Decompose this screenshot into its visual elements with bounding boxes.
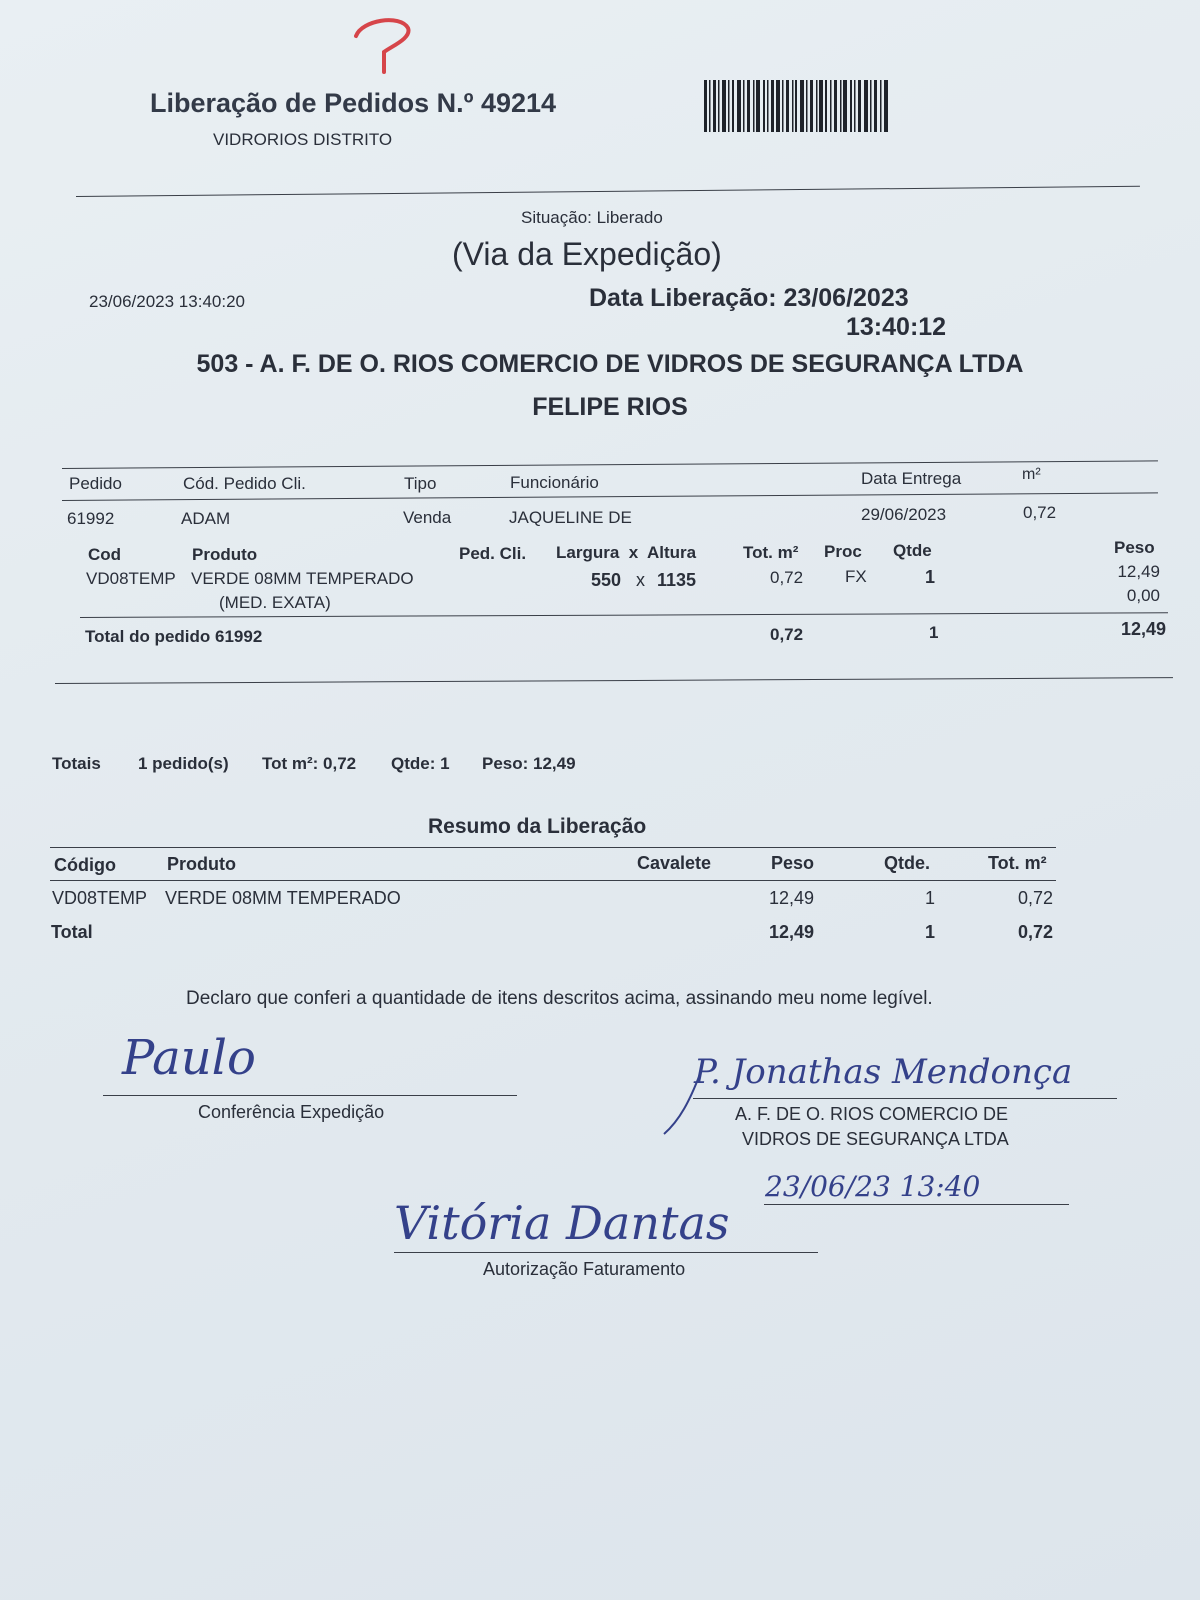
- cod-pedido-cli: ADAM: [181, 509, 231, 528]
- resumo-produto: VERDE 08MM TEMPERADO: [165, 888, 401, 908]
- item-qtde: 1: [925, 567, 936, 587]
- cliente-label-line1: A. F. DE O. RIOS COMERCIO DE: [735, 1104, 1009, 1124]
- question-mark-annotation: [348, 10, 418, 80]
- m2-value: 0,72: [1023, 503, 1057, 522]
- data-liberacao-time: 13:40:12: [846, 313, 947, 341]
- total-pedido-qtde: 1: [929, 623, 939, 642]
- via-label: (Via da Expedição): [452, 236, 722, 272]
- col-header-ped-cli: Ped. Cli.: [459, 544, 527, 563]
- item-x: x: [636, 570, 645, 590]
- resumo-qtde: 1: [925, 888, 936, 908]
- col-header-qtde: Qtde: [893, 541, 932, 560]
- total-pedido-m2: 0,72: [770, 625, 804, 644]
- signature-conferencia: Paulo: [122, 1030, 256, 1086]
- cliente-label-line2: VIDROS DE SEGURANÇA LTDA: [742, 1129, 1009, 1149]
- col-header-data-entrega: Data Entrega: [861, 469, 962, 488]
- resumo-peso: 12,49: [769, 888, 815, 908]
- col-header-pedido: Pedido: [69, 474, 122, 493]
- item-produto: VERDE 08MM TEMPERADO: [191, 569, 414, 588]
- item-cod: VD08TEMP: [86, 569, 176, 588]
- signature-autorizacao: Vitória Dantas: [394, 1196, 730, 1250]
- item-altura: 1135: [657, 570, 697, 590]
- signature-line-cliente: [693, 1098, 1117, 1099]
- resumo-total-peso: 12,49: [769, 922, 815, 942]
- signature-cliente: P. Jonathas Mendonça: [694, 1052, 1073, 1092]
- total-pedido-peso: 12,49: [1120, 619, 1166, 639]
- resumo-total-qtde: 1: [925, 922, 936, 942]
- signature-flourish: [660, 1070, 730, 1140]
- resumo-header-rule: [50, 880, 1056, 881]
- col-header-funcionario: Funcionário: [510, 473, 599, 492]
- item-largura: 550: [591, 570, 622, 590]
- totais-pedidos: 1 pedido(s): [138, 754, 229, 773]
- header-divider: [76, 186, 1140, 197]
- resumo-total-tot-m2: 0,72: [1017, 922, 1053, 942]
- resumo-total-label: Total: [51, 922, 93, 942]
- col-header-resumo-qtde: Qtde.: [884, 853, 931, 873]
- handwritten-datetime: 23/06/23 13:40: [765, 1170, 981, 1203]
- company-name: VIDRORIOS DISTRITO: [213, 130, 393, 149]
- col-header-m2: m²: [1022, 466, 1041, 483]
- funcionario-value: JAQUELINE DE: [509, 508, 632, 527]
- data-liberacao: Data Liberação: 23/06/2023: [589, 284, 909, 312]
- item-proc: FX: [845, 567, 867, 586]
- totais-qtde: Qtde: 1: [391, 754, 450, 773]
- conferencia-label: Conferência Expedição: [198, 1102, 385, 1122]
- data-entrega-value: 29/06/2023: [861, 505, 947, 524]
- declaration-text: Declaro que conferi a quantidade de itens descritos acima, assinando meu nome legível.: [186, 988, 933, 1009]
- col-header-resumo-tot-m2: Tot. m²: [988, 853, 1047, 873]
- client-contact: FELIPE RIOS: [532, 393, 688, 421]
- total-pedido-label: Total do pedido 61992: [85, 627, 263, 646]
- col-header-tot-m2: Tot. m²: [743, 543, 799, 562]
- signature-line-autorizacao: [394, 1252, 818, 1253]
- order-table-top-rule: [62, 460, 1158, 469]
- resumo-title: Resumo da Liberação: [428, 815, 647, 838]
- col-header-cod-cli: Cód. Pedido Cli.: [183, 474, 306, 493]
- resumo-top-rule: [50, 847, 1056, 848]
- col-header-cavalete: Cavalete: [637, 853, 712, 873]
- col-header-largura-altura: Largura x Altura: [556, 543, 697, 562]
- resumo-tot-m2: 0,72: [1017, 888, 1053, 908]
- datetime-underline: [764, 1204, 1069, 1205]
- item-produto-note: (MED. EXATA): [219, 593, 331, 612]
- barcode: [704, 80, 890, 132]
- col-header-tipo: Tipo: [404, 474, 437, 493]
- item-peso-2: 0,00: [1126, 586, 1160, 605]
- resumo-codigo: VD08TEMP: [52, 888, 148, 908]
- document-title: Liberação de Pedidos N.º 49214: [150, 88, 557, 118]
- autorizacao-label: Autorização Faturamento: [483, 1259, 686, 1279]
- signature-line-conferencia: [103, 1095, 517, 1096]
- items-total-rule: [80, 612, 1168, 618]
- col-header-proc: Proc: [824, 542, 862, 561]
- col-header-resumo-produto: Produto: [167, 854, 236, 874]
- totais-label: Totais: [52, 754, 101, 773]
- pedido-number: 61992: [67, 509, 115, 528]
- item-peso: 12,49: [1117, 562, 1160, 581]
- totais-peso: Peso: 12,49: [482, 754, 576, 773]
- situacao-text: Situação: Liberado: [521, 208, 663, 227]
- totais-tot-m2: Tot m²: 0,72: [262, 754, 357, 773]
- col-header-cod: Cod: [88, 545, 122, 564]
- client-name: 503 - A. F. DE O. RIOS COMERCIO DE VIDROS DE SEGURANÇA LTDA: [196, 350, 1024, 378]
- col-header-peso: Peso: [1114, 538, 1155, 557]
- item-tot-m2: 0,72: [770, 568, 804, 587]
- tipo-value: Venda: [403, 508, 452, 527]
- items-bottom-rule: [55, 677, 1173, 684]
- col-header-resumo-peso: Peso: [771, 853, 815, 873]
- print-datetime: 23/06/2023 13:40:20: [89, 292, 245, 311]
- col-header-codigo: Código: [54, 855, 116, 875]
- col-header-produto: Produto: [192, 545, 258, 564]
